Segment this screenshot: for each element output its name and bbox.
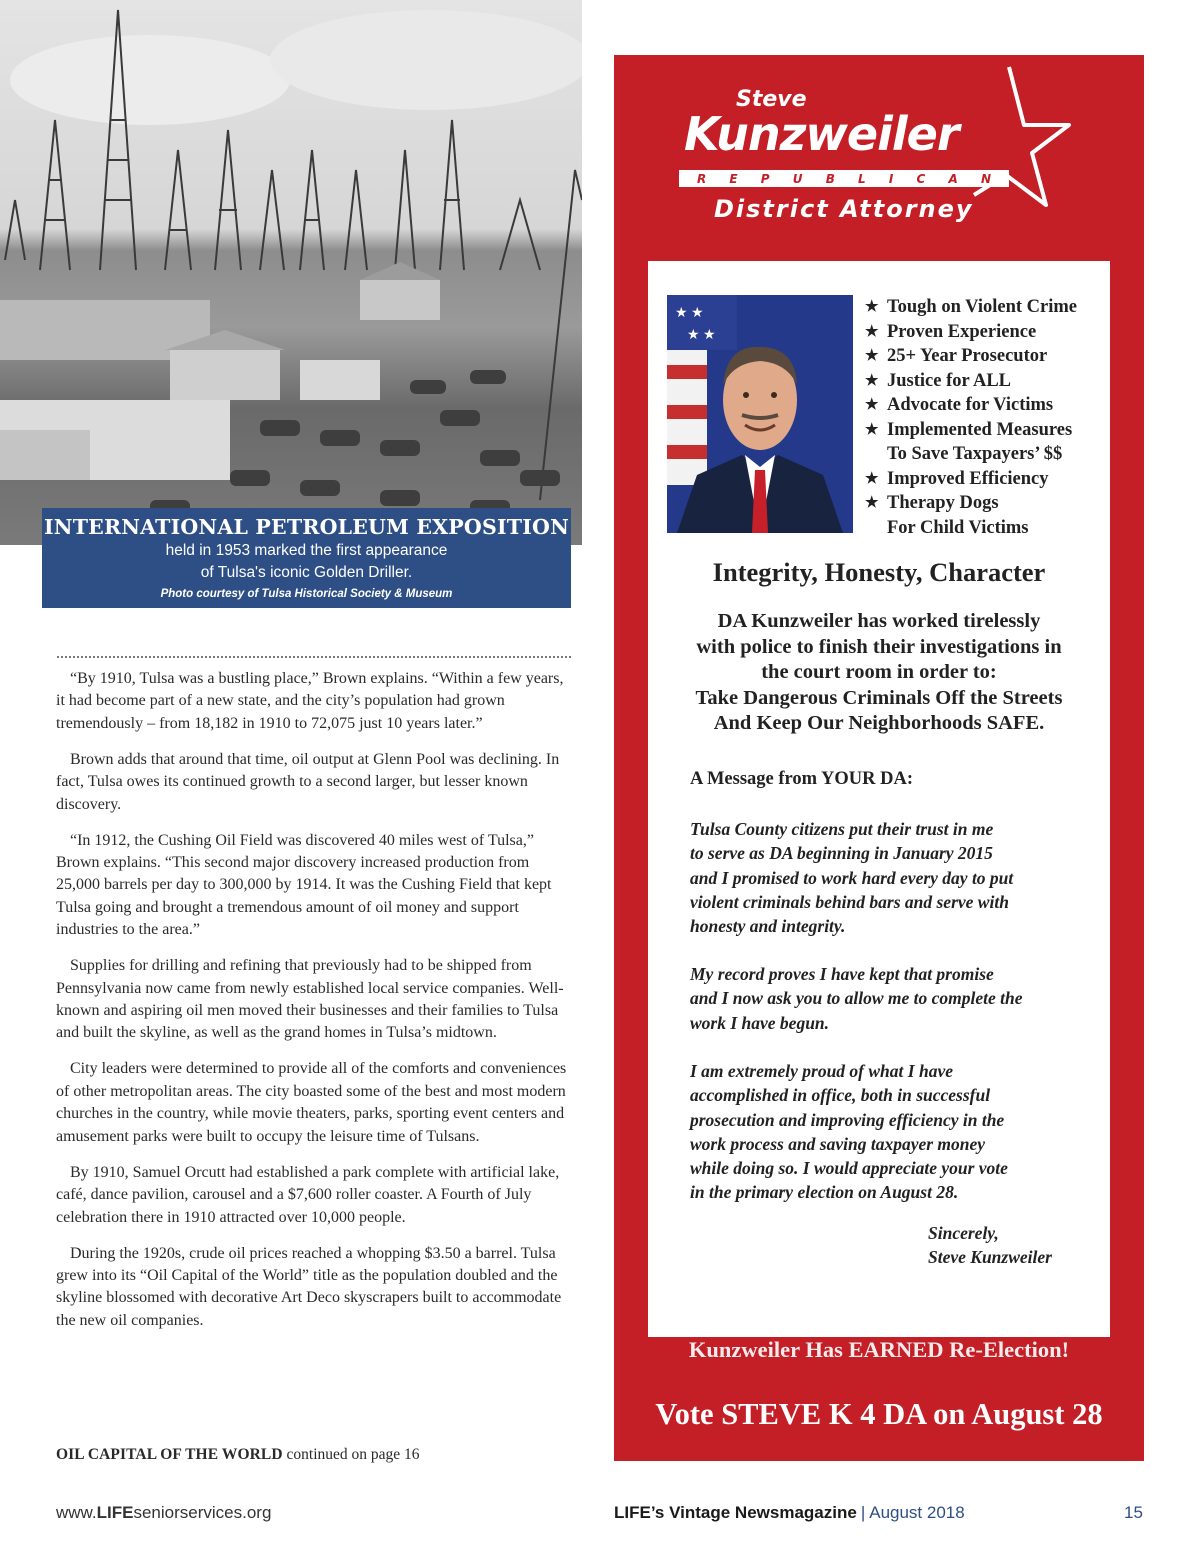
message-line: Tulsa County citizens put their trust in me [690, 819, 994, 839]
candidate-first-name: Steve [736, 87, 807, 112]
star-icon: ★ [865, 495, 879, 511]
dotted-divider [57, 656, 571, 658]
star-icon: ★ [865, 323, 879, 340]
party-letter: A [948, 171, 958, 186]
bullet-item [865, 418, 1110, 443]
website-link[interactable] [56, 1503, 271, 1523]
magazine-footer [614, 1503, 965, 1523]
message-line: in the primary election on August 28. [690, 1182, 959, 1203]
message-paragraph [690, 962, 1100, 1035]
svg-text:★ ★: ★ ★ [675, 306, 704, 321]
signoff-name: Steve Kunzweiler [928, 1247, 1052, 1268]
article-paragraph: City leaders were determined to provide all of the comforts and conveniences of other metropolitan areas. The city boasted some of the best and most modern churches in the country, while movie theaters, parks, sporting event centers and amusement parks were built to occupy the leisure time of Tulsans. [56, 1060, 567, 1145]
intro-line: And Keep Our Neighborhoods SAFE. [713, 712, 1045, 734]
campaign-bullets [865, 295, 1110, 540]
message-line: violent criminals behind bars and serve with [690, 891, 1009, 912]
message-line: prosecution and improving efficiency in the [690, 1109, 1005, 1130]
bullet-item [865, 516, 1110, 541]
issue-date: August 2018 [869, 1503, 965, 1522]
party-letter: U [792, 171, 803, 186]
campaign-ad [614, 55, 1144, 1461]
message-line: accomplished in office, both in successful [690, 1085, 991, 1106]
message-line: work I have begun. [690, 1012, 830, 1033]
site-suffix: seniorservices.org [133, 1503, 272, 1522]
footer-separator: | [860, 1503, 866, 1522]
star-icon [865, 442, 887, 467]
bullet-text: 25+ Year Prosecutor [887, 346, 1048, 366]
star-icon: ★ [865, 372, 879, 389]
site-bold: LIFE [96, 1503, 134, 1522]
oil-derricks-photo [0, 0, 582, 545]
bullet-item [865, 442, 1110, 467]
intro-line: DA Kunzweiler has worked tirelessly [717, 610, 1041, 632]
party-letter: B [825, 171, 835, 186]
caption-line-1: held in 1953 marked the first appearance [165, 542, 448, 559]
candidate-last-name: Kunzweiler [684, 107, 959, 161]
signoff-closing: Sincerely, [928, 1223, 999, 1243]
message-line: while doing so. I would appreciate your vote [690, 1158, 1008, 1179]
message-line: I am extremely proud of what I have [690, 1061, 953, 1081]
bullet-text: Improved Efficiency [887, 468, 1049, 489]
star-icon: ★ [865, 470, 879, 487]
bullet-text: For Child Victims [887, 517, 1029, 538]
article-paragraph: “In 1912, the Cushing Oil Field was discovered 40 miles west of Tulsa,” Brown explains. “This second major discovery increased production from 25,000 barrels per day to 300,000 by 1914. It was the Cushing Field that kept Tulsa going and brought a tremendous amount of oil money and support industries to the area.” [56, 831, 552, 939]
bullet-text: Proven Experience [887, 321, 1037, 342]
star-icon: ★ [865, 348, 879, 364]
campaign-intro [648, 609, 1110, 737]
bullet-text: Therapy Dogs [887, 493, 999, 513]
earned-reelection: Kunzweiler Has EARNED Re-Election! [688, 1337, 1070, 1362]
site-prefix: www. [56, 1503, 97, 1522]
caption-line-2: of Tulsa's iconic Golden Driller. [200, 564, 413, 581]
article-paragraph: Supplies for drilling and refining that previously had to be shipped from Pennsylvania now came from newly established local service companies. Well-known and aspiring oil men moved their businesses and their families to Tulsa and built the skyline, as well as the grand homes in Tulsa’s midtown. [56, 957, 564, 1042]
intro-line: with police to finish their investigations in [696, 635, 1062, 658]
bullet-text: Justice for ALL [887, 370, 1012, 391]
party-bar [679, 170, 1009, 187]
party-letter: N [980, 171, 991, 186]
candidate-portrait [667, 295, 853, 533]
continued-note[interactable] [56, 1446, 420, 1464]
intro-line: Take Dangerous Criminals Off the Streets [695, 686, 1063, 709]
continued-title: OIL CAPITAL OF THE WORLD [56, 1446, 283, 1463]
office-title: District Attorney [714, 195, 974, 223]
article-paragraph: “By 1910, Tulsa was a bustling place,” Brown explains. “Within a few years, it had become part of a new state, and the city’s population had grown tremendously – from 18,182 in 1910 to 72,075 just 10 years later.” [56, 670, 564, 732]
caption-credit: Photo courtesy of Tulsa Historical Society & Museum [160, 588, 453, 600]
bullet-item [865, 393, 1110, 418]
photo-caption [42, 508, 571, 608]
message-paragraph [690, 817, 1100, 938]
message-line: to serve as DA beginning in January 2015 [690, 843, 993, 864]
message-paragraph [690, 1059, 1100, 1205]
bullet-item [865, 491, 1110, 516]
party-letter: P [760, 171, 770, 186]
party-letter: I [888, 171, 894, 186]
article-paragraph: Brown adds that around that time, oil output at Glenn Pool was declining. In fact, Tulsa owes its continued growth to a second larger, but lesser known discovery. [56, 750, 560, 813]
star-icon: ★ [865, 397, 879, 413]
star-icon: ★ [865, 421, 879, 438]
party-letter: C [916, 171, 926, 186]
bullet-item [865, 467, 1110, 492]
bullet-item [865, 369, 1110, 394]
message-line: honesty and integrity. [690, 916, 846, 937]
message-heading: A Message from YOUR DA: [690, 769, 913, 789]
vote-call-to-action: Vote STEVE K 4 DA on August 28 [655, 1397, 1103, 1431]
continued-text: continued on page 16 [282, 1446, 420, 1463]
bullet-text: To Save Taxpayers’ $$ [887, 444, 1063, 464]
bullet-item [865, 320, 1110, 345]
exposition-photo [0, 0, 582, 545]
bullet-text: Advocate for Victims [887, 395, 1054, 415]
bullet-item [865, 344, 1110, 369]
star-icon [865, 516, 887, 541]
message-line: My record proves I have kept that promise [690, 964, 994, 984]
bullet-text: Implemented Measures [887, 419, 1073, 440]
bullet-text: Tough on Violent Crime [887, 297, 1077, 317]
campaign-slogan: Integrity, Honesty, Character [712, 557, 1046, 587]
article-paragraph: By 1910, Samuel Orcutt had established a park complete with artificial lake, café, dance pavilion, carousel and a $7,600 roller coaster. A Fourth of July celebration there in 1910 attracted over 10,000 people. [56, 1163, 560, 1226]
star-icon: ★ [865, 299, 879, 315]
magazine-name: LIFE’s Vintage Newsmagazine [614, 1503, 857, 1522]
ad-content-panel [648, 261, 1110, 1337]
article-paragraph: During the 1920s, crude oil prices reached a whopping $3.50 a barrel. Tulsa grew into its “Oil Capital of the World” title as the population doubled and the skyline blossomed with decorative Art Deco skyscrapers built to accommodate the new oil companies. [56, 1244, 562, 1329]
caption-title: INTERNATIONAL PETROLEUM EXPOSITION [43, 515, 570, 539]
candidate-photo-icon [667, 295, 853, 533]
article-body [56, 668, 572, 1346]
svg-text:★ ★: ★ ★ [687, 328, 716, 343]
bullet-item [865, 295, 1110, 320]
intro-line: the court room in order to: [761, 661, 997, 683]
message-line: and I now ask you to allow me to complete the [690, 988, 1023, 1009]
page-number: 15 [1124, 1503, 1143, 1522]
party-letter: E [729, 171, 738, 186]
message-line: and I promised to work hard every day to put [690, 867, 1014, 888]
message-line: work process and saving taxpayer money [690, 1133, 986, 1154]
campaign-logo [614, 55, 1144, 255]
party-letter: L [858, 171, 866, 186]
party-letter: R [697, 171, 707, 186]
signoff [928, 1221, 1052, 1270]
